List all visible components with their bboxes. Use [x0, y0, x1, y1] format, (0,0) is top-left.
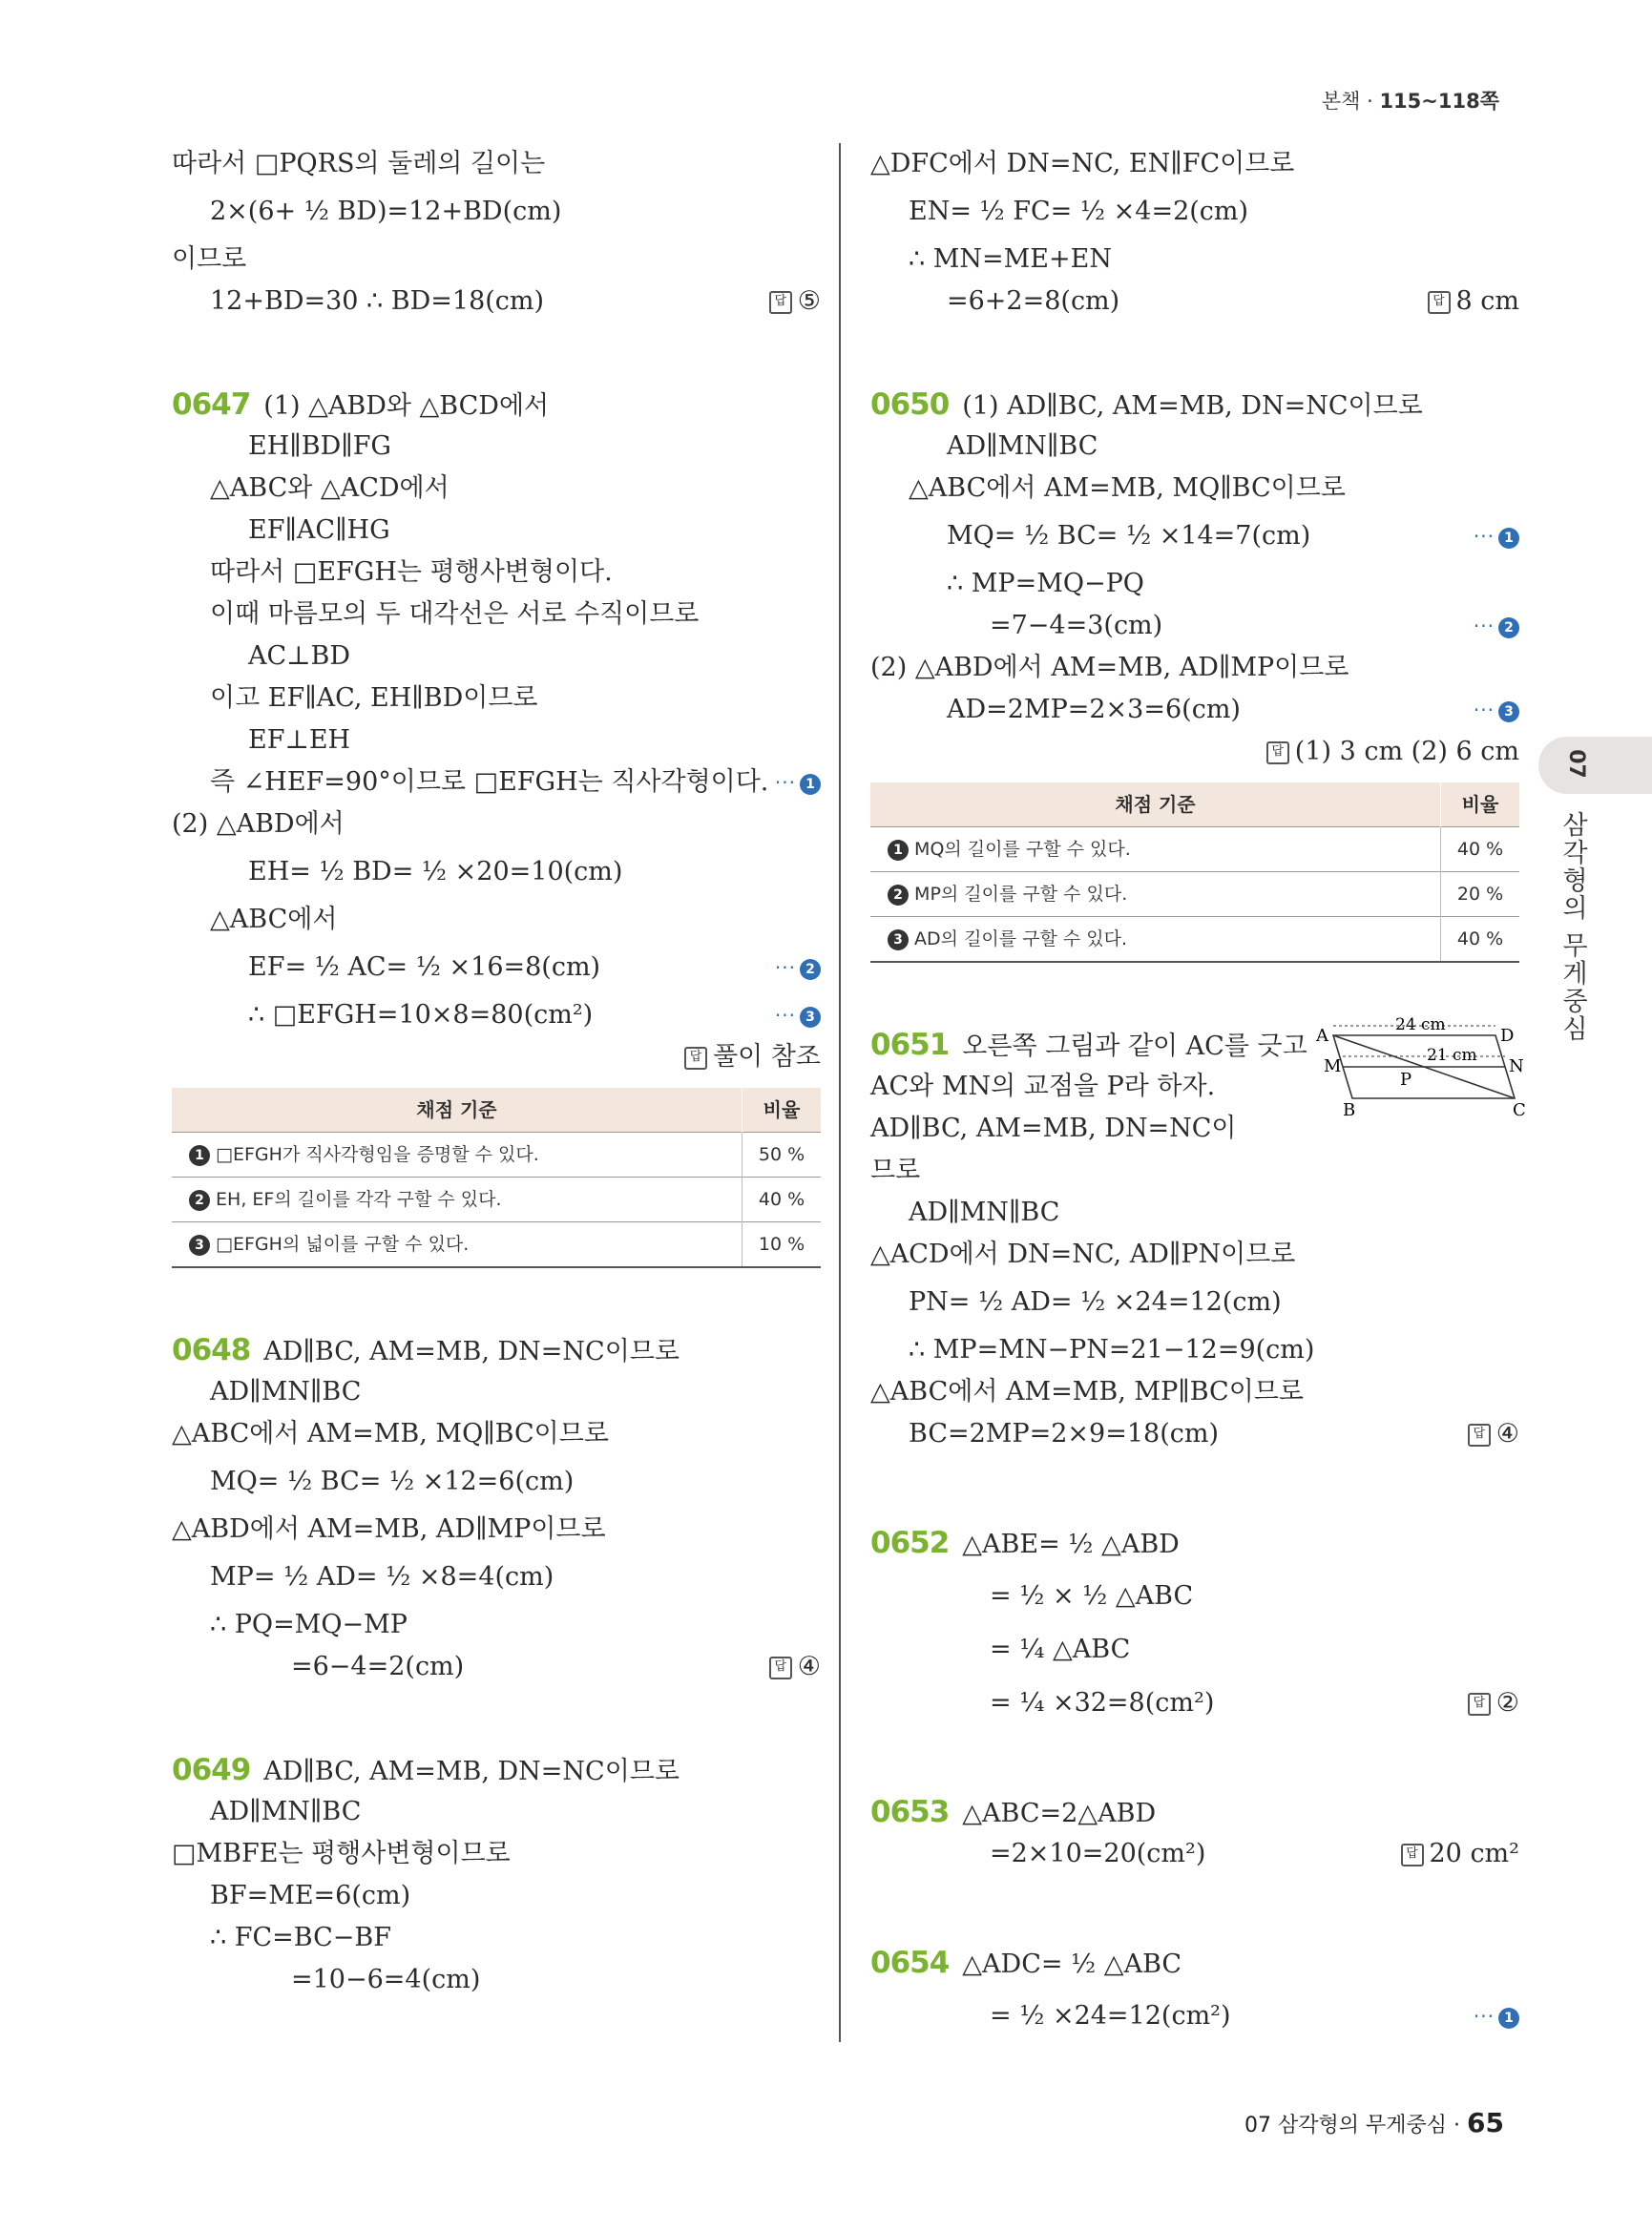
answer: [1468, 1677, 1519, 1730]
text-line: MQ= ½ BC= ½ ×12=6(cm): [210, 1467, 575, 1496]
text-line: △ABC와 △ACD에서: [210, 473, 450, 503]
problem-number: 0652: [870, 1526, 950, 1560]
answer: [769, 281, 821, 323]
text-line: ∴ MP=MN−PN=21−12=9(cm): [909, 1335, 1315, 1365]
problem-0654: [870, 1936, 1519, 2043]
text-line: EF⊥EH: [248, 725, 351, 755]
text-line: AD∥BC, AM=MB, DN=NC이므로: [263, 1757, 680, 1786]
scoring-table: [172, 1088, 821, 1268]
answer-icon: 답: [1468, 1424, 1491, 1447]
text-line: EF= ½ AC= ½ ×16=8(cm): [248, 952, 601, 982]
text-line: △DFC에서 DN=NC, EN∥FC이므로: [870, 149, 1295, 178]
text-line: ∴ MN=ME+EN: [909, 244, 1112, 274]
text-line: □MBFE는 평행사변형이므로: [172, 1839, 511, 1868]
text-line: ∴ FC=BC−BF: [210, 1923, 391, 1952]
text-line: ∴ □EFGH=10×8=80(cm²): [248, 1000, 594, 1030]
table-header: 채점 기준: [870, 782, 1441, 827]
step-marker-3: ··· 3: [1474, 689, 1519, 731]
answer-icon: 답: [769, 1657, 792, 1679]
header-pages: 115~118쪽: [1379, 90, 1499, 113]
trapezoid-figure: [1305, 1016, 1524, 1123]
text-line: 즉 ∠HEF=90°이므로 □EFGH는 직사각형이다.: [210, 767, 769, 797]
page-header: 본책 · 115~118쪽: [1321, 90, 1499, 113]
step-marker-2: ··· 2: [775, 941, 821, 994]
label-m: M: [1324, 1056, 1342, 1076]
step-marker-1: ··· 1: [1474, 1990, 1519, 2043]
text-line: EH= ½ BD= ½ ×20=10(cm): [248, 857, 623, 886]
answer-icon: 답: [1468, 1693, 1491, 1716]
text-line: = ¼ ×32=8(cm²): [990, 1688, 1215, 1718]
text-line: △ABD에서 AM=MB, AD∥MP이므로: [172, 1514, 606, 1544]
problem-0653: [870, 1791, 1519, 1875]
problem-number: 0653: [870, 1795, 950, 1829]
text-line: = ½ × ½ △ABC: [990, 1581, 1194, 1611]
header-book: 본책: [1321, 90, 1361, 113]
intro-block: [172, 143, 821, 323]
text-line: 이때 마름모의 두 대각선은 서로 수직이므로: [210, 599, 700, 629]
text-line: △ABC에서 AM=MB, MQ∥BC이므로: [172, 1419, 609, 1449]
text-line: MQ= ½ BC= ½ ×14=7(cm): [947, 521, 1311, 551]
chapter-side-title: 삼각형의 무게중심: [1558, 811, 1587, 1043]
answer-value: 20 cm²: [1429, 1839, 1519, 1868]
text-line: =7−4=3(cm): [990, 611, 1163, 640]
text-line: △ABC에서 AM=MB, MP∥BC이므로: [870, 1377, 1304, 1407]
text-line: △ABE= ½ △ABD: [962, 1530, 1180, 1559]
answer-value: ⑤: [797, 286, 821, 316]
text-line: ∴ PQ=MQ−MP: [210, 1610, 408, 1639]
text-line: =6−4=2(cm): [291, 1652, 465, 1681]
answer-line: [172, 281, 821, 323]
table-row: 2 EH, EF의 길이를 각각 구할 수 있다. 40 %: [172, 1178, 821, 1222]
text-line: = ½ ×24=12(cm²): [990, 2001, 1231, 2031]
table-row: 2 MP의 길이를 구할 수 있다. 20 %: [870, 872, 1519, 917]
answer-value: 8 cm: [1455, 286, 1519, 316]
answer-icon: 답: [1428, 291, 1451, 314]
problem-number: 0647: [172, 387, 251, 422]
label-d: D: [1500, 1026, 1515, 1046]
table-row: 3 AD의 길이를 구할 수 있다. 40 %: [870, 917, 1519, 963]
text-line: AD∥MN∥BC: [210, 1377, 362, 1407]
right-column: [870, 143, 1526, 2104]
step-marker-1: ··· 1: [775, 761, 821, 803]
text-line: BC=2MP=2×9=18(cm): [909, 1419, 1219, 1449]
text-line: △ABC에서: [210, 905, 338, 934]
text-line: 따라서 □EFGH는 평행사변형이다.: [210, 557, 613, 587]
text-line: AD∥MN∥BC: [909, 1198, 1060, 1227]
problem-0649: [172, 1749, 821, 2001]
text-line: △ACD에서 DN=NC, AD∥PN이므로: [870, 1240, 1296, 1269]
problem-0650: [870, 384, 1519, 963]
column-divider: [839, 143, 841, 2042]
text-line: AD∥BC, AM=MB, DN=NC이므로: [263, 1337, 680, 1366]
text-line: MP= ½ AD= ½ ×8=4(cm): [210, 1562, 554, 1592]
table-header: 비율: [1441, 782, 1520, 827]
text-line: =2×10=20(cm²): [990, 1839, 1206, 1868]
text-line: =10−6=4(cm): [291, 1965, 481, 1994]
problem-number: 0649: [172, 1753, 251, 1787]
text-line: =6+2=8(cm): [947, 286, 1120, 316]
text-line: 12+BD=30 ∴ BD=18(cm): [210, 286, 545, 316]
answer: [1266, 731, 1519, 773]
answer-value: 풀이 참조: [713, 1042, 821, 1072]
text-line: BF=ME=6(cm): [210, 1881, 411, 1910]
table-row: 1 □EFGH가 직사각형임을 증명할 수 있다. 50 %: [172, 1133, 821, 1178]
answer-icon: 답: [684, 1047, 707, 1070]
step-marker-1: ··· 1: [1474, 510, 1519, 563]
table-header: 채점 기준: [172, 1088, 742, 1133]
answer-value: ②: [1495, 1688, 1519, 1718]
label-c: C: [1513, 1100, 1526, 1120]
scoring-table: [870, 782, 1519, 963]
answer-value: ④: [797, 1652, 821, 1681]
answer: [1468, 1413, 1519, 1455]
problem-0647: [172, 384, 821, 1268]
problem-number: 0654: [870, 1946, 950, 1980]
text-line: = ¼ △ABC: [990, 1635, 1131, 1664]
continuation-block: [870, 143, 1519, 323]
text-line: AC⊥BD: [248, 641, 351, 671]
text-line: AD=2MP=2×3=6(cm): [947, 695, 1241, 724]
table-row: 1 MQ의 길이를 구할 수 있다. 40 %: [870, 827, 1519, 872]
page-footer: 07 삼각형의 무게중심 · 65: [1244, 2107, 1504, 2138]
answer: [684, 1036, 821, 1078]
step-marker-3: ··· 3: [775, 994, 821, 1036]
text-line: △ABC에서 AM=MB, MQ∥BC이므로: [909, 473, 1346, 503]
text-line: (2) △ABD에서 AM=MB, AD∥MP이므로: [870, 653, 1349, 682]
text-line: 이므로: [172, 244, 247, 274]
text-line: (1) △ABD와 △BCD에서: [263, 391, 550, 421]
label-mid-length: 21 cm: [1427, 1046, 1477, 1065]
text-line: 오른쪽 그림과 같이 AC를 긋고: [962, 1032, 1307, 1061]
text-line: (2) △ABD에서: [172, 809, 345, 839]
label-top-length: 24 cm: [1395, 1015, 1446, 1034]
problem-0648: [172, 1329, 821, 1688]
problem-0652: [870, 1516, 1519, 1730]
text-line: 이고 EF∥AC, EH∥BD이므로: [210, 683, 538, 713]
text-line: EH∥BD∥FG: [248, 431, 391, 461]
step-marker-2: ··· 2: [1474, 605, 1519, 647]
chapter-number: 07: [1563, 749, 1588, 779]
table-row: 3 □EFGH의 넓이를 구할 수 있다. 10 %: [172, 1222, 821, 1268]
table-header: 비율: [742, 1088, 822, 1133]
text-line: AC와 MN의 교점을 P라 하자.: [870, 1072, 1216, 1101]
chapter-tab: [1538, 737, 1652, 794]
answer-value: ④: [1495, 1419, 1519, 1449]
answer: [1428, 281, 1520, 323]
answer-icon: 답: [769, 291, 792, 314]
left-column: [172, 143, 821, 2062]
text-line: 2×(6+ ½ BD)=12+BD(cm): [210, 197, 562, 226]
problem-number: 0651: [870, 1028, 950, 1062]
text-line: AD∥MN∥BC: [210, 1797, 362, 1826]
answer-value: (1) 3 cm (2) 6 cm: [1294, 737, 1519, 766]
text-line: AD∥MN∥BC: [947, 431, 1098, 461]
answer: [769, 1646, 821, 1688]
page-number: 65: [1467, 2107, 1504, 2138]
text-line: ∴ MP=MQ−PQ: [947, 569, 1144, 598]
label-a: A: [1316, 1026, 1328, 1046]
answer-icon: 답: [1266, 741, 1289, 764]
answer: [1401, 1833, 1520, 1875]
text-line: △ADC= ½ △ABC: [962, 1950, 1182, 1979]
problem-number: 0648: [172, 1333, 251, 1367]
text-line: (1) AD∥BC, AM=MB, DN=NC이므로: [962, 391, 1423, 421]
text-line: AD∥BC, AM=MB, DN=NC이: [870, 1114, 1237, 1143]
label-p: P: [1400, 1070, 1412, 1090]
answer-icon: 답: [1401, 1844, 1424, 1866]
label-n: N: [1509, 1056, 1524, 1076]
text-line: EF∥AC∥HG: [248, 515, 390, 545]
problem-0651: [870, 1015, 1526, 1455]
text-line: EN= ½ FC= ½ ×4=2(cm): [909, 197, 1249, 226]
text-line: 므로: [870, 1156, 921, 1185]
text-line: 따라서 □PQRS의 둘레의 길이는: [172, 149, 546, 178]
label-b: B: [1343, 1100, 1356, 1120]
text-line: △ABC=2△ABD: [962, 1799, 1157, 1828]
footer-chapter: 07 삼각형의 무게중심: [1244, 2114, 1448, 2137]
text-line: PN= ½ AD= ½ ×24=12(cm): [909, 1287, 1282, 1317]
problem-number: 0650: [870, 387, 950, 422]
